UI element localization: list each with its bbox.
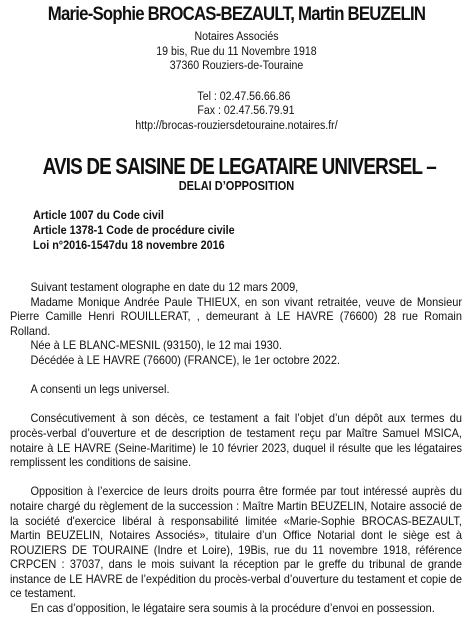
office-block [19,30,454,74]
office-title: Notaires Associés [194,31,279,43]
testator-identity: Madame Monique Andrée Paule THIEUX, en son vivant retraitée, veuve de Monsieur Pierre Camille Henri ROUILLERAT, , demeurant à LE HAVRE (76600) 28 rue Romain Rolland. [10,294,462,338]
notary-names: Marie-Sophie BROCAS-BEZAULT, Martin BEUZELIN [47,3,426,25]
birth-info: Née à LE BLANC-MESNIL (93150), le 12 mai 1930. [30,338,282,353]
address-line-1: 19 bis, Rue du 11 Novembre 1918 [156,45,317,58]
notice-subtitle: DELAI D’OPPOSITION [178,179,295,193]
article-reference: Article 1378-1 Code de procédure civile [33,223,235,237]
possession-paragraph: En cas d’opposition, le légataire sera soumis à la procédure d’envoi en possession. [30,601,435,616]
legal-references [33,208,235,253]
article-reference: Loi n°2016-1547du 18 novembre 2016 [33,238,225,252]
notary-header [0,2,473,133]
death-info: Décédée à LE HAVRE (76600) (FRANCE), le 1er octobre 2022. [30,352,341,367]
phone-number: Tel : 02.47.56.66.86 [197,90,291,103]
deposit-paragraph: Consécutivement à son décès, ce testament a fait l’objet d’un dépôt aux termes du procès-verbal d’ouverture et de description de testament reçu par Maître Samuel MSICA, notaire à LE HAVRE (Seine-Maritime) le 10 février 2023, duquel il résulte que les légataires remplissent les conditions de saisine. [10,411,462,470]
opposition-paragraph: Opposition à l’exercice de leurs droits pourra être formée par tout intéressé auprès du notaire chargé du règlement de la succession : Maître Martin BEUZELIN, Notaire associé de la société d'exercice libéral à responsabilité limitée «Marie-Sophie BROCAS-BEZAULT, Martin BEUZELIN, Notaires Associés», titulaire d’un Office Notarial dont le siège est à ROUZIERS DE TOURAINE (Indre et Loire), 19Bis, rue du 11 novembre 1918, référence CRPCEN : 37037, dans le mois suivant la réception par le greffe du tribunal de grande instance de LE HAVRE de l’expédition du procès-verbal d’ouverture du testament et copie de ce testament. [10,484,462,601]
website-url: http://brocas-rouziersdetouraine.notaires.fr/ [135,119,338,132]
notice-title: AVIS DE SAISINE DE LEGATAIRE UNIVERSEL – [42,153,436,179]
article-reference: Article 1007 du Code civil [33,208,164,222]
fax-number: Fax : 02.47.56.79.91 [197,105,295,117]
contact-block [19,90,454,134]
testament-date: Suivant testament olographe en date du 12 mars 2009, [30,280,299,294]
address-line-2: 37360 Rouziers-de-Touraine [169,60,304,72]
notice-body [10,280,462,616]
legacy-statement: A consenti un legs universel. [30,382,170,397]
